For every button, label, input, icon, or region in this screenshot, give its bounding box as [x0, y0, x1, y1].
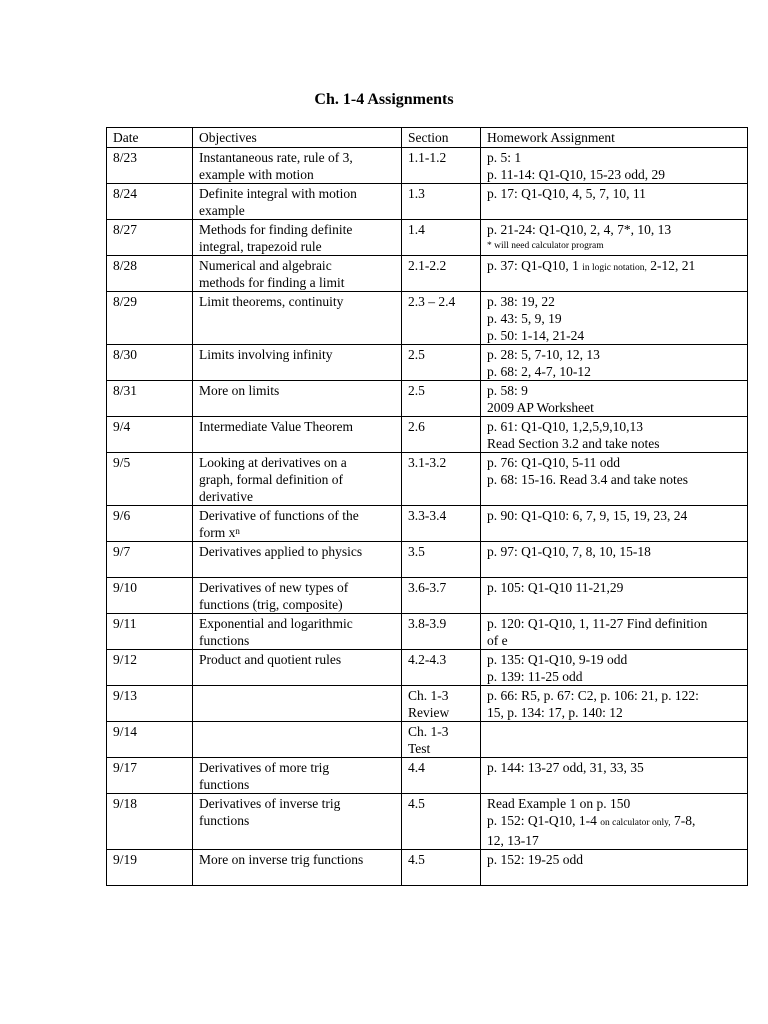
- section-line: 3.1-3.2: [408, 455, 447, 470]
- section-line: Review: [408, 705, 450, 720]
- objective-line: Product and quotient rules: [199, 652, 342, 667]
- objective-line: Methods for finding definite: [199, 222, 353, 237]
- column-header-homework: Homework Assignment: [481, 128, 748, 148]
- table-row: [107, 614, 748, 650]
- objective-cell: [193, 345, 402, 381]
- date-text: 8/28: [113, 258, 138, 273]
- homework-cell: [481, 148, 748, 184]
- objective-line: Derivatives of inverse trig: [199, 796, 341, 811]
- homework-small-note: in logic notation,: [582, 263, 647, 273]
- table-row: [107, 184, 748, 220]
- section-cell: [402, 148, 481, 184]
- objective-line: Derivative of functions of the: [199, 508, 359, 523]
- objective-line: example: [199, 203, 245, 218]
- section-cell: [402, 184, 481, 220]
- date-cell: [107, 686, 193, 722]
- date-text: 8/31: [113, 383, 138, 398]
- section-line: 2.5: [408, 383, 425, 398]
- homework-cell: [481, 184, 748, 220]
- objective-line: methods for finding a limit: [199, 275, 345, 290]
- objective-line: functions (trig, composite): [199, 597, 343, 612]
- homework-cell: [481, 722, 748, 758]
- objective-cell: [193, 722, 402, 758]
- homework-cell: [481, 614, 748, 650]
- objective-cell: [193, 686, 402, 722]
- section-cell: [402, 578, 481, 614]
- objective-cell: [193, 650, 402, 686]
- table-row: [107, 417, 748, 453]
- section-line: 1.4: [408, 222, 425, 237]
- homework-line: [487, 812, 742, 832]
- date-cell: [107, 453, 193, 506]
- table-row: [107, 256, 748, 292]
- homework-text: 7-8,: [670, 813, 696, 828]
- homework-line: p. 135: Q1-Q10, 9-19 odd: [487, 652, 628, 667]
- table-row: [107, 722, 748, 758]
- date-cell: [107, 758, 193, 794]
- homework-line: p. 5: 1: [487, 150, 522, 165]
- table-row: [107, 542, 748, 578]
- section-cell: [402, 542, 481, 578]
- table-row: [107, 381, 748, 417]
- homework-line: p. 21-24: Q1-Q10, 2, 4, 7*, 10, 13: [487, 222, 672, 237]
- objective-cell: [193, 614, 402, 650]
- section-cell: [402, 794, 481, 850]
- header-row: [107, 128, 748, 148]
- date-text: 9/10: [113, 580, 138, 595]
- table-row: [107, 148, 748, 184]
- section-cell: [402, 758, 481, 794]
- date-text: 9/13: [113, 688, 138, 703]
- objective-cell: [193, 578, 402, 614]
- section-cell: [402, 220, 481, 256]
- homework-line: p. 28: 5, 7-10, 12, 13: [487, 347, 600, 362]
- section-line: 3.3-3.4: [408, 508, 447, 523]
- objective-cell: [193, 542, 402, 578]
- assignments-table: [106, 127, 748, 886]
- date-text: 9/4: [113, 419, 131, 434]
- objective-line: graph, formal definition of: [199, 472, 343, 487]
- objective-cell: [193, 506, 402, 542]
- date-text: 9/7: [113, 544, 131, 559]
- section-line: Ch. 1-3: [408, 688, 449, 703]
- date-cell: [107, 381, 193, 417]
- homework-cell: [481, 220, 748, 256]
- column-header-date: Date: [107, 128, 193, 148]
- date-cell: [107, 650, 193, 686]
- objective-cell: [193, 184, 402, 220]
- objective-line: functions: [199, 777, 250, 792]
- objective-line: Definite integral with motion: [199, 186, 357, 201]
- objective-cell: [193, 256, 402, 292]
- homework-line: [487, 257, 742, 277]
- homework-line: 12, 13-17: [487, 833, 539, 848]
- table-row: [107, 345, 748, 381]
- section-line: Test: [408, 741, 431, 756]
- section-cell: [402, 453, 481, 506]
- date-text: 9/17: [113, 760, 138, 775]
- column-header-objectives: Objectives: [193, 128, 402, 148]
- date-text: 8/24: [113, 186, 138, 201]
- objective-line: Intermediate Value Theorem: [199, 419, 353, 434]
- homework-line: p. 76: Q1-Q10, 5-11 odd: [487, 455, 620, 470]
- homework-line: p. 68: 2, 4-7, 10-12: [487, 364, 591, 379]
- homework-line: p. 43: 5, 9, 19: [487, 311, 562, 326]
- section-line: 2.3 – 2.4: [408, 294, 456, 309]
- section-cell: [402, 292, 481, 345]
- section-line: 1.1-1.2: [408, 150, 447, 165]
- section-line: Ch. 1-3: [408, 724, 449, 739]
- homework-text: p. 37: Q1-Q10, 1: [487, 258, 583, 273]
- homework-cell: [481, 506, 748, 542]
- section-line: 2.6: [408, 419, 425, 434]
- objective-line: Limits involving infinity: [199, 347, 333, 362]
- date-text: 9/14: [113, 724, 138, 739]
- homework-note: * will need calculator program: [487, 241, 604, 251]
- objective-line: functions: [199, 633, 250, 648]
- date-cell: [107, 417, 193, 453]
- date-text: 9/18: [113, 796, 138, 811]
- date-cell: [107, 578, 193, 614]
- date-text: 9/19: [113, 852, 138, 867]
- objective-line: More on limits: [199, 383, 280, 398]
- objective-cell: [193, 453, 402, 506]
- superscript: n: [235, 526, 240, 536]
- table-row: [107, 578, 748, 614]
- date-text: 9/6: [113, 508, 131, 523]
- date-cell: [107, 292, 193, 345]
- date-cell: [107, 542, 193, 578]
- homework-line: p. 90: Q1-Q10: 6, 7, 9, 15, 19, 23, 24: [487, 508, 688, 523]
- table-row: [107, 292, 748, 345]
- objective-line: Derivatives applied to physics: [199, 544, 363, 559]
- objective-line: Exponential and logarithmic: [199, 616, 353, 631]
- page-title: Ch. 1-4 Assignments: [314, 91, 454, 108]
- objective-cell: [193, 794, 402, 850]
- section-line: 3.6-3.7: [408, 580, 447, 595]
- homework-line: p. 17: Q1-Q10, 4, 5, 7, 10, 11: [487, 186, 646, 201]
- homework-line: p. 152: 19-25 odd: [487, 852, 583, 867]
- section-line: 1.3: [408, 186, 425, 201]
- objective-cell: [193, 148, 402, 184]
- homework-cell: [481, 542, 748, 578]
- homework-cell: [481, 578, 748, 614]
- homework-cell: [481, 381, 748, 417]
- homework-line: of e: [487, 633, 508, 648]
- homework-line: 15, p. 134: 17, p. 140: 12: [487, 705, 623, 720]
- homework-cell: [481, 417, 748, 453]
- table-row: [107, 758, 748, 794]
- homework-cell: [481, 686, 748, 722]
- homework-cell: [481, 256, 748, 292]
- objective-line: Instantaneous rate, rule of 3,: [199, 150, 353, 165]
- section-line: 3.5: [408, 544, 425, 559]
- table-row: [107, 686, 748, 722]
- section-cell: [402, 256, 481, 292]
- table-row: [107, 850, 748, 886]
- homework-small-note: on calculator only,: [600, 818, 671, 828]
- homework-cell: [481, 453, 748, 506]
- homework-line: p. 120: Q1-Q10, 1, 11-27 Find definition: [487, 616, 708, 631]
- objective-cell: [193, 292, 402, 345]
- table-row: [107, 453, 748, 506]
- objective-cell: [193, 220, 402, 256]
- date-cell: [107, 506, 193, 542]
- objective-line: derivative: [199, 489, 253, 504]
- objective-cell: [193, 381, 402, 417]
- homework-line: Read Section 3.2 and take notes: [487, 436, 660, 451]
- section-line: 2.5: [408, 347, 425, 362]
- homework-line: p. 38: 19, 22: [487, 294, 555, 309]
- section-cell: [402, 381, 481, 417]
- date-text: 9/12: [113, 652, 138, 667]
- date-cell: [107, 614, 193, 650]
- objective-line: Derivatives of more trig: [199, 760, 330, 775]
- homework-cell: [481, 850, 748, 886]
- homework-line: p. 50: 1-14, 21-24: [487, 328, 585, 343]
- objective-line: [199, 524, 396, 541]
- date-text: 8/30: [113, 347, 138, 362]
- section-cell: [402, 850, 481, 886]
- homework-line: p. 144: 13-27 odd, 31, 33, 35: [487, 760, 644, 775]
- date-cell: [107, 850, 193, 886]
- homework-line: p. 66: R5, p. 67: C2, p. 106: 21, p. 122:: [487, 688, 699, 703]
- section-line: 4.5: [408, 796, 425, 811]
- date-text: 8/29: [113, 294, 138, 309]
- section-cell: [402, 506, 481, 542]
- objective-line: More on inverse trig functions: [199, 852, 364, 867]
- section-cell: [402, 417, 481, 453]
- homework-line: p. 58: 9: [487, 383, 528, 398]
- table-row: [107, 650, 748, 686]
- objective-line: Looking at derivatives on a: [199, 455, 347, 470]
- objective-cell: [193, 417, 402, 453]
- homework-text: p. 152: Q1-Q10, 1-4: [487, 813, 601, 828]
- objective-cell: [193, 758, 402, 794]
- date-cell: [107, 220, 193, 256]
- section-cell: [402, 686, 481, 722]
- table-row: [107, 506, 748, 542]
- objective-line: functions: [199, 813, 250, 828]
- homework-text: 2-12, 21: [646, 258, 696, 273]
- objective-text: form x: [199, 525, 236, 540]
- homework-line: p. 97: Q1-Q10, 7, 8, 10, 15-18: [487, 544, 651, 559]
- section-line: 4.4: [408, 760, 425, 775]
- date-text: 9/5: [113, 455, 131, 470]
- objective-line: integral, trapezoid rule: [199, 239, 322, 254]
- date-cell: [107, 148, 193, 184]
- table-row: [107, 794, 748, 850]
- objective-line: Numerical and algebraic: [199, 258, 332, 273]
- column-header-section: Section: [402, 128, 481, 148]
- table-row: [107, 220, 748, 256]
- homework-cell: [481, 794, 748, 850]
- homework-line: p. 61: Q1-Q10, 1,2,5,9,10,13: [487, 419, 643, 434]
- homework-line: p. 139: 11-25 odd: [487, 669, 583, 684]
- date-cell: [107, 794, 193, 850]
- date-cell: [107, 345, 193, 381]
- homework-line: p. 11-14: Q1-Q10, 15-23 odd, 29: [487, 167, 665, 182]
- section-line: 4.5: [408, 852, 425, 867]
- section-line: 3.8-3.9: [408, 616, 447, 631]
- date-cell: [107, 184, 193, 220]
- date-text: 9/11: [113, 616, 137, 631]
- homework-line: p. 105: Q1-Q10 11-21,29: [487, 580, 624, 595]
- date-cell: [107, 256, 193, 292]
- section-line: 4.2-4.3: [408, 652, 447, 667]
- date-text: 8/27: [113, 222, 138, 237]
- homework-line: p. 68: 15-16. Read 3.4 and take notes: [487, 472, 688, 487]
- homework-cell: [481, 292, 748, 345]
- section-cell: [402, 345, 481, 381]
- homework-line: Read Example 1 on p. 150: [487, 796, 631, 811]
- objective-cell: [193, 850, 402, 886]
- section-cell: [402, 614, 481, 650]
- homework-line: 2009 AP Worksheet: [487, 400, 594, 415]
- section-cell: [402, 650, 481, 686]
- section-line: 2.1-2.2: [408, 258, 447, 273]
- objective-line: Limit theorems, continuity: [199, 294, 344, 309]
- homework-cell: [481, 758, 748, 794]
- objective-line: Derivatives of new types of: [199, 580, 349, 595]
- homework-cell: [481, 345, 748, 381]
- homework-cell: [481, 650, 748, 686]
- date-cell: [107, 722, 193, 758]
- section-cell: [402, 722, 481, 758]
- objective-line: example with motion: [199, 167, 314, 182]
- date-text: 8/23: [113, 150, 138, 165]
